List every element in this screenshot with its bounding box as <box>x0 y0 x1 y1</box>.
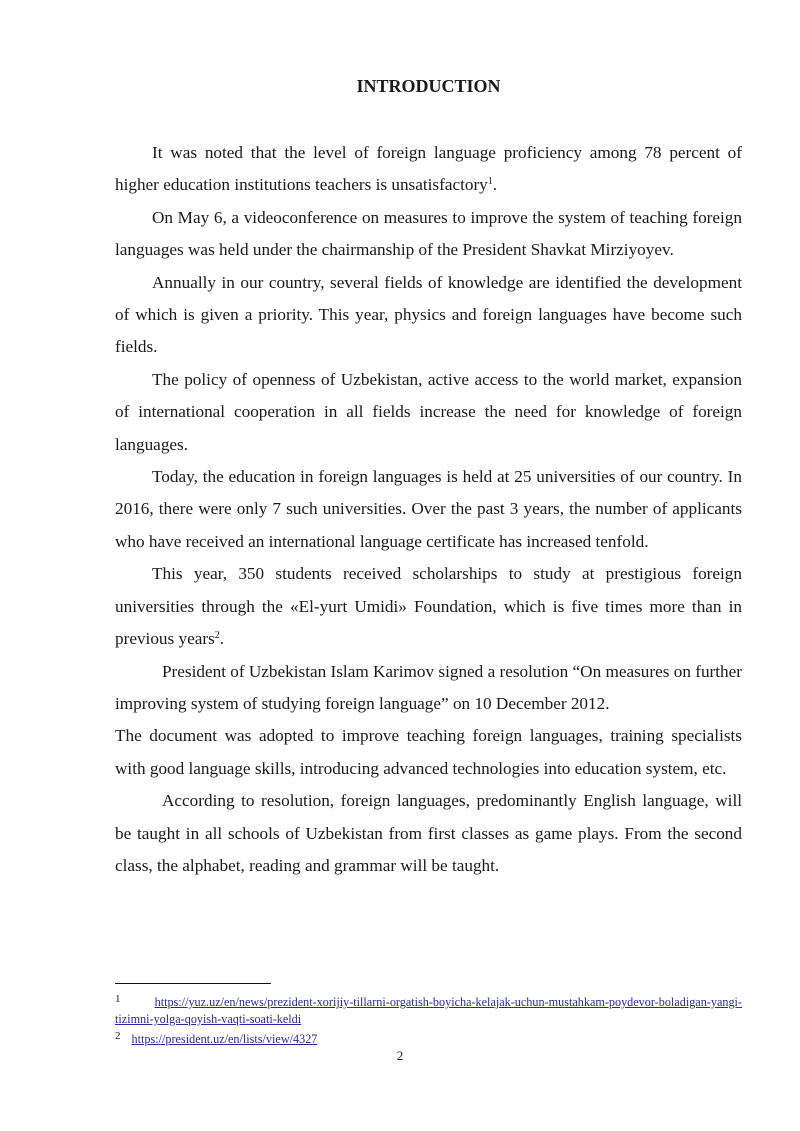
paragraph-5: Today, the education in foreign languages is held at 25 universities of our country. In 2016, there were only 7 such universities. Over the past 3 years, the number of applicants who have received an international language certificate has increased tenfold. <box>115 467 742 551</box>
paragraph-8: The document was adopted to improve teaching foreign languages, training specialists with good language skills, introducing advanced technologies into education system, etc. <box>115 726 742 778</box>
paragraph-6-end: . <box>219 629 225 649</box>
footnote-number: 2 <box>115 1030 121 1042</box>
paragraph-7: President of Uzbekistan Islam Karimov signed a resolution “On measures on further improving system of studying foreign language” on 10 December 2012. <box>115 661 742 713</box>
paragraph-6-text: This year, 350 students received scholarships to study at prestigious foreign universities through the «El-yurt Umidi» Foundation, which is five times more than in previous years <box>115 564 742 649</box>
paragraph-3: Annually in our country, several fields of knowledge are identified the development of which is given a priority. This year, physics and foreign languages have become such fields. <box>115 272 742 357</box>
paragraph-6 <box>115 558 742 655</box>
footnote-separator <box>115 983 271 984</box>
footnote-1 <box>115 991 742 1028</box>
footnote-ref-2[interactable]: 2 <box>214 630 220 642</box>
footnote-ref-1[interactable]: 1 <box>487 176 493 188</box>
footnote-link-2[interactable]: https://president.uz/en/lists/view/4327 <box>131 1032 318 1046</box>
page-number: 2 <box>396 1048 404 1063</box>
footnote-2 <box>115 1028 742 1048</box>
paragraph-1-end: . <box>492 175 498 195</box>
paragraph-9: According to resolution, foreign languages, predominantly English language, will be taught in all schools of Uzbekistan from first classes as game plays. From the second class, the alphabet, reading and grammar will be taught. <box>115 791 742 875</box>
footnote-number: 1 <box>115 993 121 1005</box>
paragraph-1-text: It was noted that the level of foreign language proficiency among 78 percent of higher education institutions teachers is unsatisfactory <box>115 143 742 195</box>
paragraph-1 <box>115 137 742 202</box>
paragraph-2: On May 6, a videoconference on measures to improve the system of teaching foreign languages was held under the chairmanship of the President Shavkat Mirziyoyev. <box>115 207 742 260</box>
body-text <box>115 137 742 882</box>
paragraph-4: The policy of openness of Uzbekistan, active access to the world market, expansion of international cooperation in all fields increase the need for knowledge of foreign languages. <box>115 369 742 454</box>
footnote-link-1[interactable]: https://yuz.uz/en/news/prezident-xorijiy-tillarni-orgatish-boyicha-kelajak-uchun-mustahkam-poydevor-boladigan-yangi-tizimni-yolga-qoyish-vaqti-soati-keldi <box>115 995 742 1026</box>
page-title: INTRODUCTION <box>356 76 501 96</box>
